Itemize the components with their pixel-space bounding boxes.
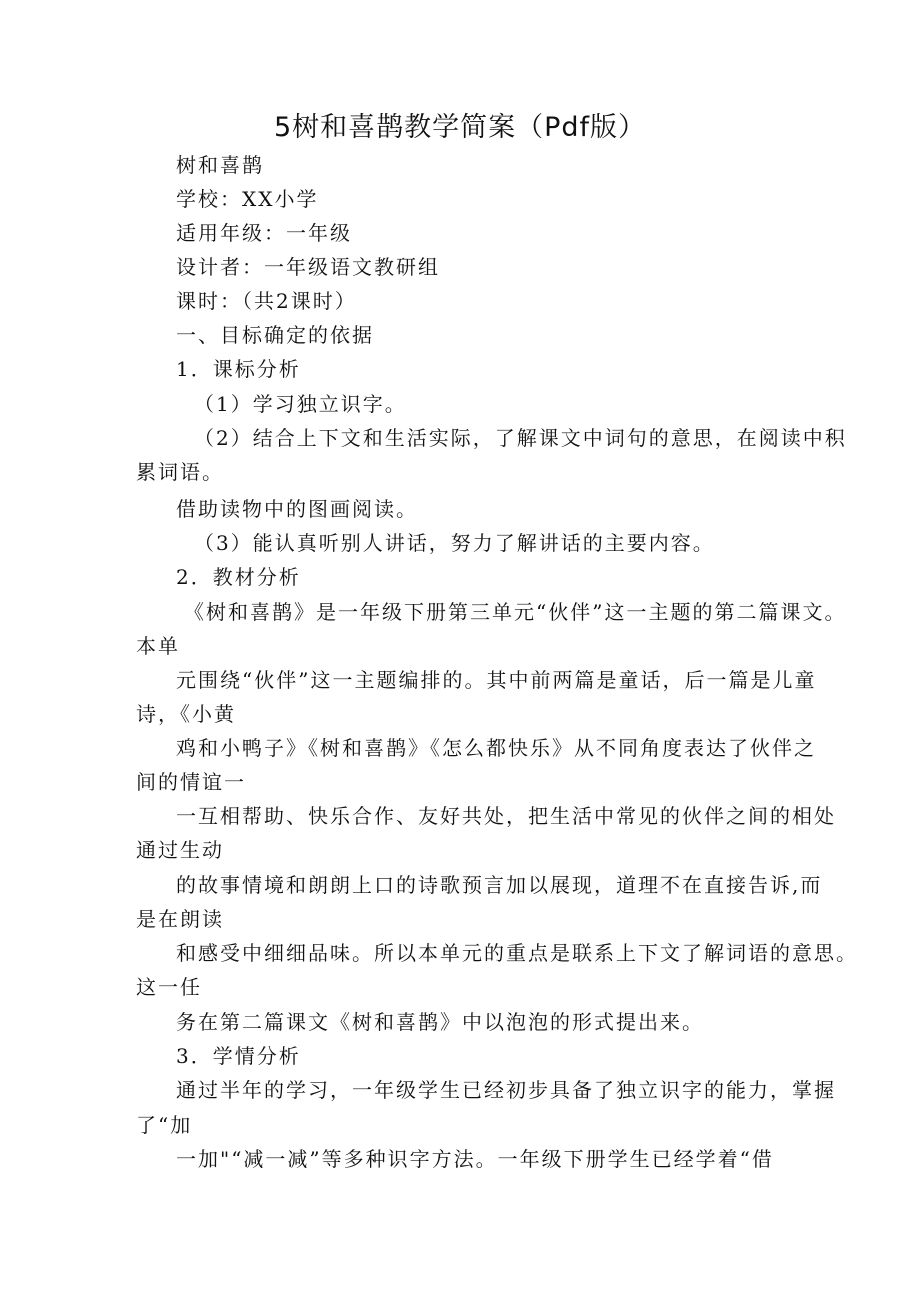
paragraph-line: 务在第二篇课文《树和喜鹊》中以泡泡的形式提出来。 — [176, 1010, 704, 1034]
paragraph-line: 通过生动 — [136, 838, 224, 862]
paragraph-line: 本单 — [136, 634, 180, 658]
subsection-heading: 3．学情分析 — [176, 1044, 301, 1068]
paragraph-line: 《树和喜鹊》是一年级下册第三单元“伙伴”这一主题的第二篇课文。 — [184, 600, 847, 624]
grade-line: 适用年级：一年级 — [176, 221, 352, 245]
lesson-name: 树和喜鹊 — [176, 153, 264, 177]
paragraph-line: 一加"“减一减”等多种识字方法。一年级下册学生已经学着“借 — [176, 1147, 774, 1171]
paragraph-line: 这一任 — [136, 975, 202, 999]
paragraph-line: （3）能认真听别人讲话，努力了解讲话的主要内容。 — [194, 531, 715, 555]
subsection-heading: 1．课标分析 — [176, 357, 301, 381]
paragraph-line: 鸡和小鸭子》《树和喜鹊》《怎么都快乐》从不同角度表达了伙伴之 — [176, 736, 816, 760]
paragraph-line: 是在朗读 — [136, 907, 224, 931]
paragraph-line: 通过半年的学习，一年级学生已经初步具备了独立识字的能力，掌握 — [176, 1078, 836, 1102]
paragraph-line: 累词语。 — [136, 460, 224, 484]
paragraph-line: 诗，《小黄 — [136, 702, 236, 726]
paragraph-line: （2）结合上下文和生活实际，了解课文中词句的意思，在阅读中积 — [194, 426, 847, 450]
document-title: 5树和喜鹊教学简案（Pdf版） — [273, 112, 647, 143]
paragraph-line: 一互相帮助、快乐合作、友好共处，把生活中常见的伙伴之间的相处 — [176, 804, 836, 828]
paragraph-line: 了“加 — [136, 1113, 193, 1137]
paragraph-line: 间的情谊一 — [136, 770, 246, 794]
paragraph-line: 元围绕“伙伴”这一主题编排的。其中前两篇是童话，后一篇是儿童 — [176, 668, 817, 692]
designer-line: 设计者：一年级语文教研组 — [176, 255, 440, 279]
paragraph-line: （1）学习独立识字。 — [194, 392, 407, 416]
paragraph-line: 的故事情境和朗朗上口的诗歌预言加以展现，道理不在直接告诉,而 — [176, 873, 823, 897]
paragraph-line: 和感受中细细品味。所以本单元的重点是联系上下文了解词语的意思。 — [176, 941, 858, 965]
paragraph-line: 借助读物中的图画阅读。 — [176, 497, 418, 521]
subsection-heading: 2．教材分析 — [176, 565, 301, 589]
section-heading: 一、目标确定的依据 — [176, 323, 374, 347]
class-hours-line: 课时：（共2课时） — [176, 289, 357, 313]
school-line: 学校：XX小学 — [176, 187, 319, 211]
